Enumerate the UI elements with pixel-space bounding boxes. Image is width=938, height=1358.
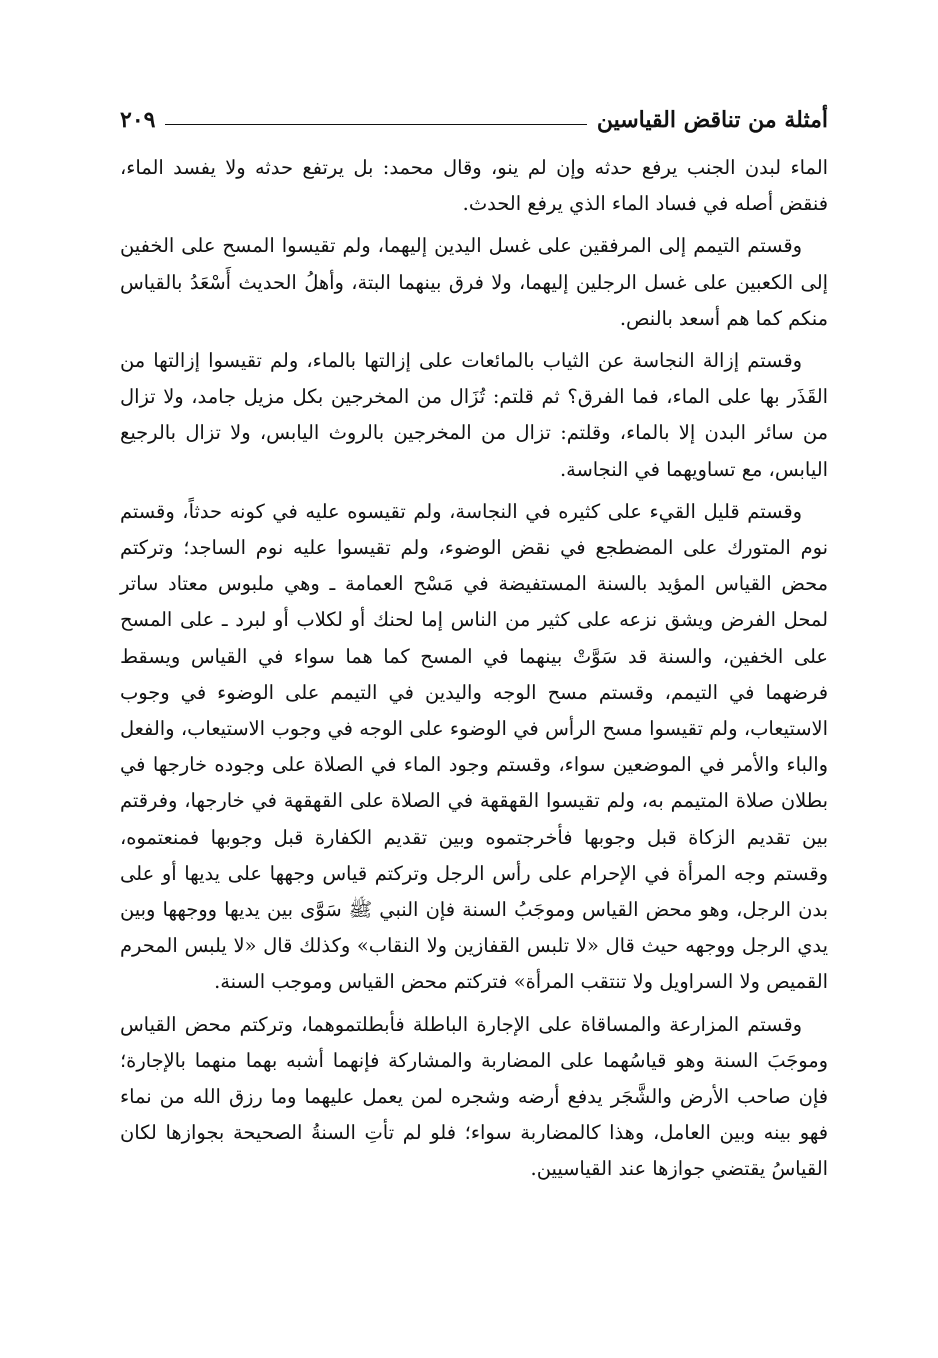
paragraph-continued: الماء لبدن الجنب يرفع حدثه وإن لم ينو، وقال محمد: بل يرتفع حدثه ولا يفسد الماء، فنقض أصله في فساد الماء الذي يرفع الحدث. (120, 156, 828, 216)
body-text (120, 150, 828, 1188)
page-number: ٢٠٩ (120, 107, 156, 133)
book-page (120, 100, 828, 1318)
paragraph-najasa: وقستم إزالة النجاسة عن الثياب بالمائعات على إزالتها بالماء، ولم تقيسوا إزالتها من القَذَر بها على الماء، فما الفرق؟ ثم قلتم: تُزَال من المخرجين بكل مزيل جامد، ولا تزال من سائر البدن إلا بالماء، وقلتم: تزال من المخرجين بالروث اليابس، ولا تزال بالرجيع اليابس، مع تساويهما في النجاسة. (120, 349, 828, 481)
header-rule (165, 124, 586, 125)
chapter-title: أمثلة من تناقض القياسين (596, 107, 828, 133)
paragraph-qay: وقستم قليل القيء على كثيره في النجاسة، ولم تقيسوه عليه في كونه حدثاً، وقستم نوم المتورك على المضطجع في نقض الوضوء، ولم تقيسوا عليه نوم الساجد؛ وتركتم محض القياس المؤيد بالسنة المستفيضة في مَسْح العمامة ـ وهي ملبوس معتاد ساتر لمحل الفرض ويشق نزعه على كثير من الناس إما لحنك أو لكلاب أو لبرد ـ على المسح على الخفين، والسنة قد سَوَّتْ بينهما في المسح كما هما سواء في القياس ويسقط فرضهما في التيمم، وقستم مسح الوجه واليدين في التيمم على الوضوء في وجوب الاستيعاب، ولم تقيسوا مسح الرأس في الوضوء على الوجه في وجوب الاستيعاب، والفعل والباء والأمر في الموضعين سواء، وقستم وجود الماء في الصلاة على وجوده خارجها في بطلان صلاة المتيمم به، ولم تقيسوا القهقهة في الصلاة على القهقهة في خارجها، وفرقتم بين تقديم الزكاة قبل وجوبها فأخرجتموه وبين تقديم الكفارة قبل وجوبها فمنعتموه، وقستم وجه المرأة في الإحرام على رأس الرجل وتركتم قياس وجهها على يديها أو على بدن الرجل، وهو محض القياس وموجَبُ السنة فإن النبي ﷺ سَوَّى بين يديها ووجهها وبين يدي الرجل ووجهه حيث قال «لا تلبس القفازين ولا النقاب» وكذلك قال «لا يلبس المحرم القميص ولا السراويل ولا تنتقب المرأة» فتركتم محض القياس وموجب السنة. (120, 499, 828, 994)
paragraph-muzaraa: وقستم المزارعة والمساقاة على الإجارة الباطلة فأبطلتموهما، وتركتم محض القياس وموجَبَ السنة وهو قياسُهما على المضاربة والمشاركة فإنهما أشبه بهما منهما بالإجارة؛ فإن صاحب الأرض والشَّجَر يدفع أرضه وشجره لمن يعمل عليهما وما رزق الله من نماء فهو بينه وبين العامل، وهذا كالمضاربة سواء؛ فلو لم تأتِ السنةُ الصحيحة بجوازها لكان القياسُ يقتضي جوازها عند القياسيين. (120, 1012, 828, 1181)
running-header (120, 100, 828, 140)
paragraph-tayammum: وقستم التيمم إلى المرفقين على غسل اليدين إليهما، ولم تقيسوا المسح على الخفين إلى الكعبين على غسل الرجلين إليهما، ولا فرق بينهما البتة، وأهلُ الحديث أَسْعَدُ بالقياس منكم كما هم أسعد بالنص. (120, 234, 828, 330)
